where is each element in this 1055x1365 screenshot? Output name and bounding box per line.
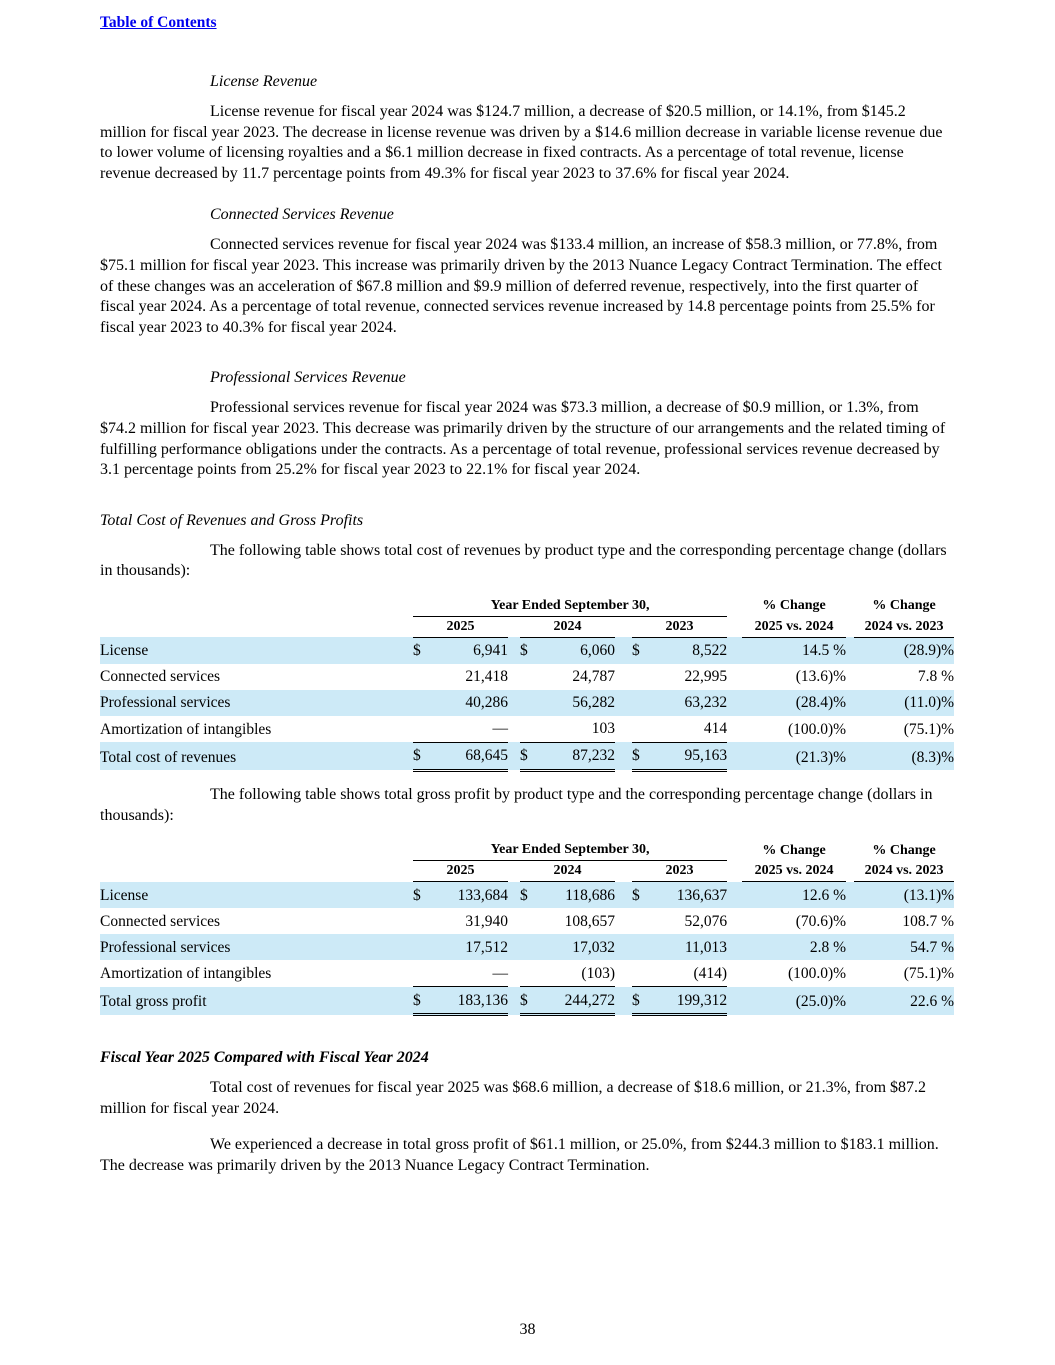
pct-2024-vs-2023: (8.3)% — [854, 742, 954, 770]
value-2024: 244,272 — [540, 987, 615, 1015]
pct-2024-vs-2023: (28.9)% — [854, 637, 954, 664]
page-number: 38 — [519, 1321, 536, 1338]
pct-2025-vs-2024: (70.6)% — [795, 912, 847, 930]
cost-of-revenues-table — [100, 596, 954, 772]
table-row — [100, 960, 954, 987]
profit-table-intro-paragraph: The following table shows total gross profit by product type and the corresponding percentage change (dollars in thousands): — [100, 785, 933, 824]
value-2023: (414) — [693, 964, 728, 982]
table-total-row — [100, 742, 954, 770]
value-2025: 183,136 — [433, 987, 508, 1015]
col-2025-header: 2025 — [413, 616, 508, 637]
pct-2025-vs-2024: 2.8 % — [742, 934, 846, 960]
professional-services-revenue-heading: Professional Services Revenue — [210, 369, 406, 387]
table-row — [100, 716, 954, 743]
value-2024: 17,032 — [540, 934, 615, 960]
gross-profit-table — [100, 840, 954, 1016]
pct-2024-vs-2023: 108.7 % — [902, 912, 955, 930]
value-2024: (103) — [581, 964, 615, 982]
col-2025-header: 2025 — [413, 861, 508, 882]
table-row — [100, 664, 954, 690]
row-label: Total cost of revenues — [100, 742, 413, 770]
col-2023-header: 2023 — [632, 616, 727, 637]
value-2025: 68,645 — [433, 742, 508, 770]
value-2023: 95,163 — [652, 742, 727, 770]
col-2023-header: 2023 — [632, 861, 727, 882]
dollar-sign: $ — [632, 987, 652, 1015]
value-2023: 11,013 — [652, 934, 727, 960]
pct-2024-vs-2023: (13.1)% — [854, 882, 954, 909]
value-2025: 133,684 — [433, 882, 508, 909]
professional-services-revenue-paragraph: Professional services revenue for fiscal year 2024 was $73.3 million, a decrease of $0.9 million, or 1.3%, from $74.2 million for fiscal year 2023. This decrease was primarily driven by the structure of our arrangements and the related timing of fulfilling performance obligations under the contracts. As a percentage of total revenue, professional services revenue decreased by 3.1 percentage points from 25.2% for fiscal year 2023 to 22.1% for fiscal year 2024. — [100, 399, 946, 479]
dollar-sign: $ — [413, 882, 433, 909]
value-2023: 52,076 — [684, 912, 728, 930]
pct-2024-vs-2023: 7.8 % — [917, 668, 955, 686]
value-2024: 24,787 — [572, 668, 615, 686]
pct-change-header: % Change — [872, 842, 936, 858]
cmp-2024-2023-header: 2024 vs. 2023 — [854, 616, 954, 637]
dollar-sign: $ — [632, 637, 652, 664]
value-2025: — — [492, 964, 508, 982]
row-label: License — [100, 637, 413, 664]
value-2024: 118,686 — [540, 882, 615, 909]
table-row — [100, 908, 954, 934]
pct-2024-vs-2023: 54.7 % — [854, 934, 954, 960]
cmp-2025-2024-header: 2025 vs. 2024 — [742, 616, 846, 637]
value-2023: 199,312 — [652, 987, 727, 1015]
pct-2025-vs-2024: 12.6 % — [742, 882, 846, 909]
pct-2025-vs-2024: (25.0)% — [742, 987, 846, 1015]
row-label: Connected services — [100, 912, 221, 930]
pct-2024-vs-2023: (11.0)% — [854, 690, 954, 716]
row-label: Total gross profit — [100, 987, 413, 1015]
connected-services-revenue-heading: Connected Services Revenue — [210, 206, 394, 224]
dollar-sign: $ — [632, 882, 652, 909]
cost-table-intro-paragraph: The following table shows total cost of revenues by product type and the corresponding percentage change (dollars in thousands): — [100, 541, 947, 580]
pct-2025-vs-2024: 14.5 % — [742, 637, 846, 664]
pct-2024-vs-2023: (75.1)% — [903, 720, 955, 738]
pct-2025-vs-2024: (13.6)% — [795, 668, 847, 686]
row-label: Professional services — [100, 934, 413, 960]
value-2025: 31,940 — [465, 912, 508, 930]
pct-change-header: % Change — [762, 842, 826, 858]
value-2023: 63,232 — [652, 690, 727, 716]
dollar-sign: $ — [520, 742, 540, 770]
value-2025: 40,286 — [433, 690, 508, 716]
table-total-row — [100, 987, 954, 1015]
row-label: License — [100, 882, 413, 909]
table-row — [100, 882, 954, 909]
fy-comparison-paragraph-2: We experienced a decrease in total gross profit of $61.1 million, or 25.0%, from $244.3 million to $183.1 million. The decrease was primarily driven by the 2013 Nuance Legacy Contract Termination. — [100, 1136, 939, 1174]
connected-services-revenue-paragraph: Connected services revenue for fiscal year 2024 was $133.4 million, an increase of $58.3 million, or 77.8%, from $75.1 million for fiscal year 2023. This increase was primarily driven by the 2013 Nuance Legacy Contract Termination. The effect of these changes was an acceleration of $67.8 million and $9.9 million of deferred revenue, respectively, into the first quarter of fiscal year 2024. As a percentage of total revenue, connected services revenue increased by 14.8 percentage points from 25.5% for fiscal year 2023 to 40.3% for fiscal year 2024. — [100, 236, 942, 336]
row-label: Professional services — [100, 690, 413, 716]
row-label: Amortization of intangibles — [100, 720, 272, 738]
value-2024: 108,657 — [564, 912, 615, 930]
value-2024: 103 — [591, 720, 615, 738]
col-2024-header: 2024 — [520, 861, 615, 882]
value-2023: 414 — [703, 720, 728, 738]
pct-2024-vs-2023: (75.1)% — [903, 965, 955, 983]
pct-change-header: % Change — [872, 598, 936, 614]
year-ended-header: Year Ended September 30, — [413, 596, 727, 617]
value-2023: 22,995 — [684, 668, 728, 686]
table-row — [100, 934, 954, 960]
dollar-sign: $ — [413, 742, 433, 770]
pct-2024-vs-2023: 22.6 % — [854, 987, 954, 1015]
cmp-2025-2024-header: 2025 vs. 2024 — [742, 861, 846, 882]
dollar-sign: $ — [520, 637, 540, 664]
pct-change-header: % Change — [762, 598, 826, 614]
year-ended-header: Year Ended September 30, — [413, 840, 727, 861]
table-header-row-group — [100, 840, 954, 861]
value-2025: 21,418 — [465, 668, 508, 686]
table-header-row-years — [100, 616, 954, 637]
value-2023: 136,637 — [652, 882, 727, 909]
fiscal-year-comparison-heading: Fiscal Year 2025 Compared with Fiscal Year 2024 — [100, 1049, 429, 1067]
row-label: Amortization of intangibles — [100, 965, 272, 983]
value-2024: 6,060 — [540, 637, 615, 664]
pct-2025-vs-2024: (100.0)% — [787, 965, 847, 983]
cmp-2024-2023-header: 2024 vs. 2023 — [854, 861, 954, 882]
total-cost-gross-profits-heading: Total Cost of Revenues and Gross Profits — [100, 511, 364, 529]
pct-2025-vs-2024: (100.0)% — [787, 720, 847, 738]
col-2024-header: 2024 — [520, 616, 615, 637]
pct-2025-vs-2024: (28.4)% — [742, 690, 846, 716]
dollar-sign: $ — [520, 882, 540, 909]
table-header-row-years — [100, 861, 954, 882]
dollar-sign: $ — [413, 637, 433, 664]
value-2025: — — [492, 720, 508, 738]
dollar-sign: $ — [520, 987, 540, 1015]
dollar-sign: $ — [413, 987, 433, 1015]
table-row — [100, 690, 954, 716]
value-2025: 6,941 — [433, 637, 508, 664]
row-label: Connected services — [100, 668, 221, 686]
value-2023: 8,522 — [652, 637, 727, 664]
table-of-contents-link[interactable]: Table of Contents — [100, 14, 217, 31]
table-row — [100, 637, 954, 664]
value-2024: 87,232 — [540, 742, 615, 770]
license-revenue-paragraph: License revenue for fiscal year 2024 was $124.7 million, a decrease of $20.5 million, or 14.1%, from $145.2 million for fiscal year 2023. The decrease in license revenue was driven by a $14.6 million decrease in variable license revenue due to lower volume of licensing royalties and a $6.1 million decrease in fixed contracts. As a percentage of total revenue, license revenue decreased by 11.7 percentage points from 49.3% for fiscal year 2023 to 37.6% for fiscal year 2024. — [100, 103, 943, 182]
value-2025: 17,512 — [433, 934, 508, 960]
table-header-row-group — [100, 596, 954, 617]
fy-comparison-paragraph-1: Total cost of revenues for fiscal year 2025 was $68.6 million, a decrease of $18.6 million, or 21.3%, from $87.2 million for fiscal year 2024. — [100, 1079, 927, 1117]
value-2024: 56,282 — [540, 690, 615, 716]
dollar-sign: $ — [632, 742, 652, 770]
license-revenue-heading: License Revenue — [210, 73, 318, 90]
pct-2025-vs-2024: (21.3)% — [742, 742, 846, 770]
